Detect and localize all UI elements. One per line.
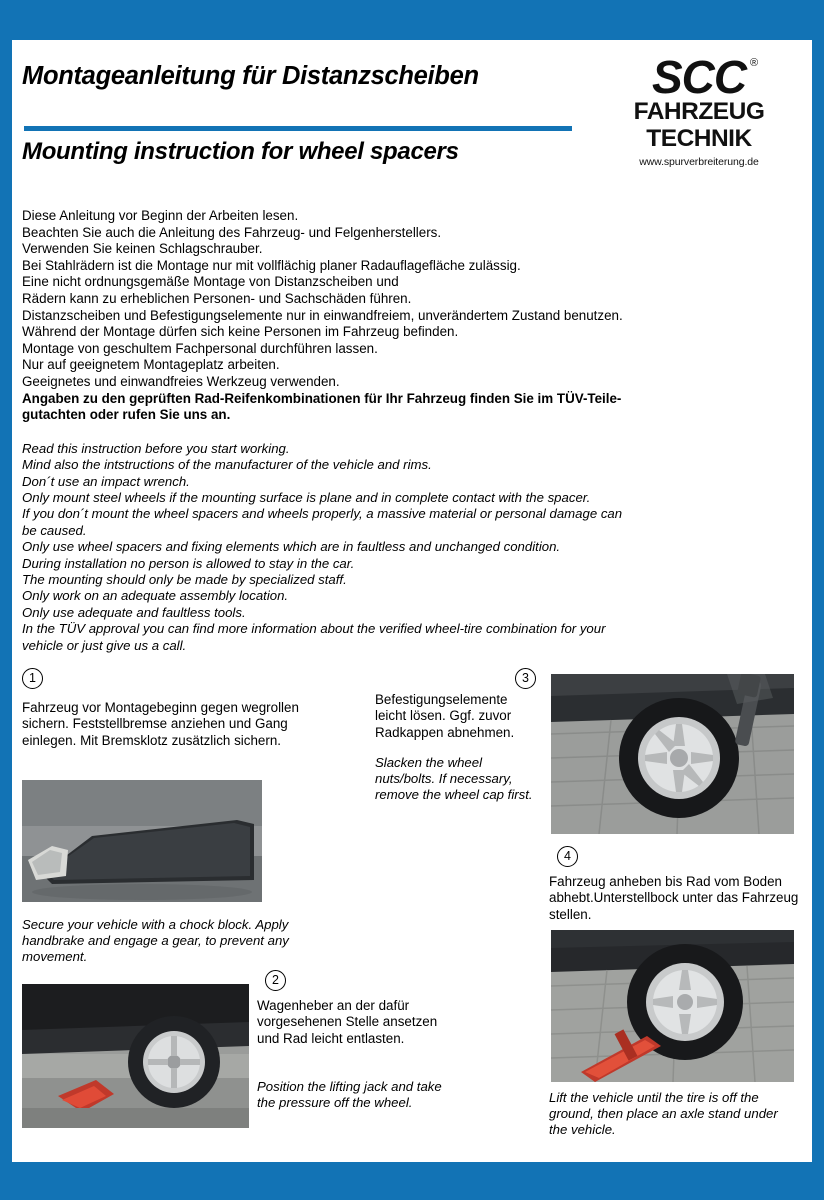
step-1-text-english: Secure your vehicle with a chock block. Apply handbrake and engage a gear, to prevent any movement. — [22, 917, 289, 965]
intro-de-line: Geeignetes und einwandfreies Werkzeug verwenden. — [22, 373, 340, 389]
page-title-german: Montageanleitung für Distanzscheiben — [22, 62, 479, 90]
logo-subline-1: FAHRZEUG — [633, 98, 765, 126]
right-accent-bar — [812, 0, 824, 1200]
intro-en-line: Only use wheel spacers and fixing elements which are in faultless and unchanged condition. — [22, 539, 561, 555]
page-title-english: Mounting instruction for wheel spacers — [22, 138, 459, 165]
intro-en-line: If you don´t mount the wheel spacers and wheels properly, a massive material or personal damage can — [22, 506, 623, 522]
step-number-1: 1 — [22, 668, 43, 689]
wheel-chock-photo-graphic — [22, 780, 262, 902]
step-number-4: 4 — [557, 846, 578, 867]
step-number-2: 2 — [265, 970, 286, 991]
intro-de-line: Bei Stahlrädern ist die Montage nur mit vollflächig planer Radauflagefläche zulässig. — [22, 257, 521, 273]
intro-en-line: The mounting should only be made by specialized staff. — [22, 571, 347, 587]
intro-de-line: Distanzscheiben und Befestigungselemente nur in einwandfreiem, unverändertem Zustand benutzen. — [22, 307, 623, 323]
step-4-photo — [551, 930, 794, 1082]
logo-brand-text — [651, 51, 758, 103]
intro-de-line: Beachten Sie auch die Anleitung des Fahrzeug- und Felgenherstellers. — [22, 224, 442, 240]
step-1-photo — [22, 780, 262, 902]
logo-website-url: www.spurverbreiterung.de — [639, 156, 759, 169]
intro-text-english — [22, 441, 794, 654]
intro-de-line: Verwenden Sie keinen Schlagschrauber. — [22, 241, 263, 257]
title-divider — [24, 126, 572, 131]
loosening-wheel-bolts-photo-graphic — [551, 674, 794, 834]
intro-de-bold-line: gutachten oder rufen Sie uns an. — [22, 407, 231, 423]
intro-de-line: Montage von geschultem Fachpersonal durchführen lassen. — [22, 340, 378, 356]
instruction-steps — [12, 668, 812, 1138]
company-logo — [594, 51, 804, 169]
step-2-photo — [22, 984, 249, 1128]
intro-en-line: Don´t use an impact wrench. — [22, 473, 190, 489]
document-header — [12, 40, 812, 208]
step-4-text-english: Lift the vehicle until the tire is off the ground, then place an axle stand under the vehicle. — [549, 1090, 778, 1138]
bottom-accent-bar — [0, 1162, 824, 1200]
lifting-jack-under-car-photo-graphic — [22, 984, 249, 1128]
registered-trademark-icon: ® — [749, 57, 758, 69]
intro-text-german — [22, 208, 782, 424]
document-content — [12, 40, 812, 1162]
intro-en-line: Only work on an adequate assembly location. — [22, 588, 289, 604]
intro-de-bold-line: Angaben zu den geprüften Rad-Reifenkombinationen für Ihr Fahrzeug finden Sie im TÜV-Teile- — [22, 390, 622, 406]
intro-en-line: In the TÜV approval you can find more information about the verified wheel-tire combination for your — [22, 621, 606, 637]
step-2-text-english: Position the lifting jack and take the pressure off the wheel. — [257, 1079, 442, 1111]
step-number-3: 3 — [515, 668, 536, 689]
intro-de-line: Eine nicht ordnungsgemäße Montage von Distanzscheiben und — [22, 274, 399, 290]
step-4-text-german: Fahrzeug anheben bis Rad vom Boden abhebt.Unterstellbock unter das Fahrzeug stellen. — [549, 874, 799, 922]
step-2-text-german: Wagenheber an der dafür vorgesehenen Stelle ansetzen und Rad leicht entlasten. — [257, 998, 438, 1046]
intro-de-line: Diese Anleitung vor Beginn der Arbeiten lesen. — [22, 208, 299, 223]
logo-subline-2: TECHNIK — [646, 124, 752, 152]
intro-en-line: Read this instruction before you start working. — [22, 440, 290, 456]
step-3-text-english: Slacken the wheel nuts/bolts. If necessary, remove the wheel cap first. — [375, 755, 533, 803]
raised-wheel-with-axle-stand-photo-graphic — [551, 930, 794, 1082]
intro-en-line: During installation no person is allowed to stay in the car. — [22, 555, 355, 571]
intro-en-line: Mind also the intstructions of the manufacturer of the vehicle and rims. — [22, 457, 432, 473]
top-accent-bar — [0, 0, 824, 40]
intro-de-line: Rädern kann zu erheblichen Personen- und Sachschäden führen. — [22, 290, 412, 306]
step-3-photo — [551, 674, 794, 834]
intro-de-line: Während der Montage dürfen sich keine Personen im Fahrzeug befinden. — [22, 324, 459, 340]
intro-de-line: Nur auf geeignetem Montageplatz arbeiten. — [22, 357, 280, 373]
intro-en-line: Only use adequate and faultless tools. — [22, 604, 246, 620]
left-accent-bar — [0, 0, 12, 1200]
intro-en-line: be caused. — [22, 522, 87, 538]
logo-brand-label: SCC — [651, 51, 747, 103]
intro-en-line: vehicle or just give us a call. — [22, 637, 187, 653]
intro-en-line: Only mount steel wheels if the mounting surface is plane and in complete contact with the spacer. — [22, 489, 591, 505]
step-1-text-german: Fahrzeug vor Montagebeginn gegen wegrollen sichern. Feststellbremse anziehen und Gang einlegen. Mit Bremsklotz zusätzlich sichern. — [22, 700, 299, 748]
step-3-text-german: Befestigungselemente leicht lösen. Ggf. zuvor Radkappen abnehmen. — [375, 692, 515, 740]
